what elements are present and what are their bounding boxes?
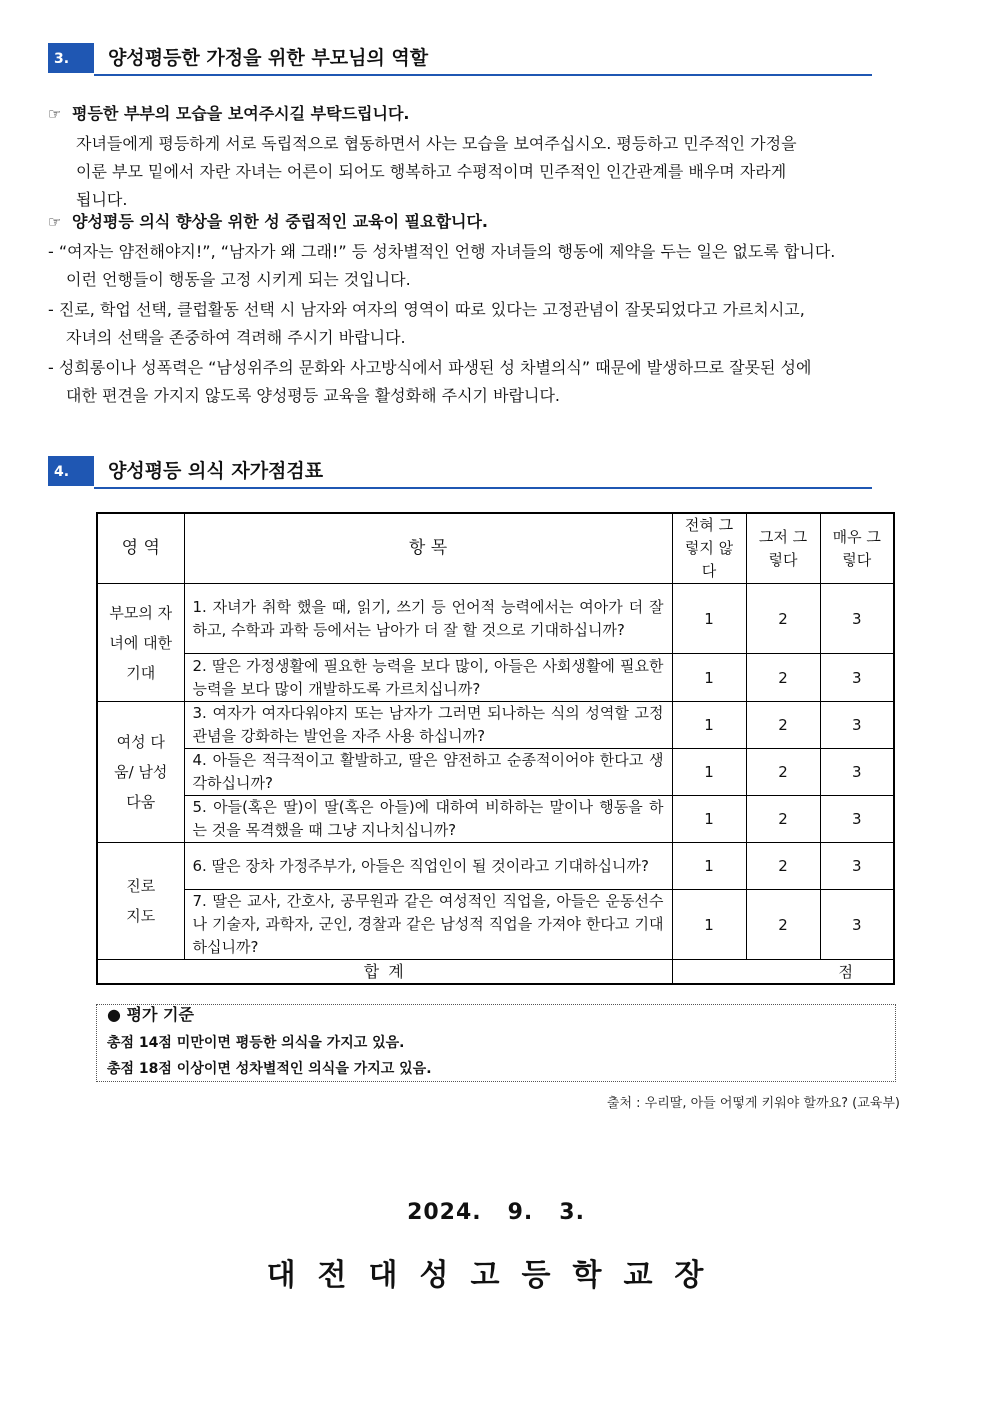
dash-item-line: - “여자는 얌전해야지!”, “남자가 왜 그래!” 등 성차별적인 언행 자녀들의 행동에 제약을 두는 일은 없도록 합니다. — [48, 242, 836, 261]
score-cell: 1 — [672, 843, 746, 890]
area-cell: 여성 다움/ 남성 다움 — [97, 702, 184, 843]
score-cell: 1 — [672, 702, 746, 749]
item-cell: 7. 딸은 교사, 간호사, 공무원과 같은 여성적인 직업을, 아들은 운동선수나 기술자, 과학자, 군인, 경찰과 같은 남성적 직업을 가져야 한다고 기대하십니까? — [184, 890, 672, 960]
point-1-body — [76, 130, 946, 214]
score-cell: 1 — [672, 584, 746, 654]
section-4-number: 4. — [48, 456, 94, 486]
section-4-header — [48, 456, 872, 486]
header-score-1: 전혀 그렇지 않다 — [672, 513, 746, 584]
point-1-line: 자녀들에게 평등하게 서로 독립적으로 협동하면서 사는 모습을 보여주십시오. 평등하고 민주적인 가정을 — [76, 134, 797, 153]
header-score-2: 그저 그렇다 — [746, 513, 820, 584]
item-cell: 3. 여자가 여자다워야지 또는 남자가 그러면 되나하는 식의 성역할 고정관념을 강화하는 발언을 자주 사용 하십니까? — [184, 702, 672, 749]
score-cell: 2 — [746, 843, 820, 890]
score-cell: 3 — [820, 843, 894, 890]
total-label: 합 계 — [97, 960, 672, 985]
score-cell: 2 — [746, 702, 820, 749]
section-3-number: 3. — [48, 43, 94, 73]
criteria-title: ● 평가 기준 — [107, 1005, 194, 1024]
table-header-row — [97, 513, 894, 584]
point-1-line: 됩니다. — [76, 190, 128, 209]
table-row — [97, 654, 894, 702]
dash-item-1 — [48, 238, 968, 294]
document-date: 2024. 9. 3. — [407, 1200, 585, 1225]
area-cell: 진로 지도 — [97, 843, 184, 960]
table-row — [97, 749, 894, 796]
score-cell: 2 — [746, 654, 820, 702]
table-row — [97, 584, 894, 654]
section-3-header — [48, 43, 872, 73]
item-cell: 1. 자녀가 취학 했을 때, 읽기, 쓰기 등 언어적 능력에서는 여아가 더 잘하고, 수학과 과학 등에서는 남아가 더 잘 할 것으로 기대하십니까? — [184, 584, 672, 654]
source-note: 출처 : 우리딸, 아들 어떻게 키워야 할까요? (교육부) — [606, 1096, 900, 1111]
area-cell: 부모의 자녀에 대한 기대 — [97, 584, 184, 702]
school-principal-signature: 대전대성고등학교장 — [266, 1258, 726, 1293]
score-cell: 3 — [820, 654, 894, 702]
score-cell: 2 — [746, 584, 820, 654]
score-cell: 3 — [820, 749, 894, 796]
section-4-title: 양성평등 의식 자가점검표 — [108, 460, 324, 482]
score-cell: 2 — [746, 796, 820, 843]
criteria-line: 총점 18점 이상이면 성차별적인 의식을 가지고 있음. — [107, 1061, 432, 1077]
score-cell: 1 — [672, 654, 746, 702]
dash-item-line: 대한 편견을 가지지 않도록 양성평등 교육을 활성화해 주시기 바랍니다. — [66, 386, 560, 405]
score-cell: 3 — [820, 702, 894, 749]
point-2 — [48, 208, 948, 236]
table-row — [97, 702, 894, 749]
dash-item-3 — [48, 354, 968, 410]
self-check-table — [96, 512, 895, 985]
total-value[interactable] — [672, 960, 894, 985]
item-cell: 2. 딸은 가정생활에 필요한 능력을 보다 많이, 아들은 사회생활에 필요한 능력을 보다 많이 개발하도록 가르치십니까? — [184, 654, 672, 702]
section-3-rule — [94, 74, 872, 76]
criteria-line: 총점 14점 미만이면 평등한 의식을 가지고 있음. — [107, 1035, 405, 1051]
score-cell: 3 — [820, 890, 894, 960]
evaluation-criteria-box — [96, 1004, 896, 1082]
section-3-title: 양성평등한 가정을 위한 부모님의 역할 — [108, 47, 429, 69]
score-cell: 3 — [820, 584, 894, 654]
dash-item-2 — [48, 296, 968, 352]
total-row — [97, 960, 894, 985]
point-1-title: 평등한 부부의 모습을 보여주시길 부탁드립니다. — [72, 104, 410, 123]
table-row — [97, 843, 894, 890]
table-row — [97, 890, 894, 960]
pointing-hand-icon: ☞ — [48, 213, 62, 231]
score-cell: 2 — [746, 749, 820, 796]
item-cell: 5. 아들(혹은 딸)이 딸(혹은 아들)에 대하여 비하하는 말이나 행동을 하는 것을 목격했을 때 그냥 지나치십니까? — [184, 796, 672, 843]
point-1 — [48, 100, 948, 128]
dash-item-line: - 성희롱이나 성폭력은 “남성위주의 문화와 사고방식에서 파생된 성 차별의식” 때문에 발생하므로 잘못된 성에 — [48, 358, 812, 377]
score-cell: 1 — [672, 890, 746, 960]
point-2-title: 양성평등 의식 향상을 위한 성 중립적인 교육이 필요합니다. — [72, 212, 489, 231]
header-area: 영 역 — [97, 513, 184, 584]
item-cell: 4. 아들은 적극적이고 활발하고, 딸은 얌전하고 순종적이어야 한다고 생각하십니까? — [184, 749, 672, 796]
score-cell: 3 — [820, 796, 894, 843]
score-cell: 1 — [672, 749, 746, 796]
table-row — [97, 796, 894, 843]
point-1-line: 이룬 부모 밑에서 자란 자녀는 어른이 되어도 행복하고 수평적이며 민주적인 인간관계를 배우며 자라게 — [76, 162, 787, 181]
pointing-hand-icon: ☞ — [48, 105, 62, 123]
total-unit: 점 — [838, 962, 853, 981]
item-cell: 6. 딸은 장차 가정주부가, 아들은 직업인이 될 것이라고 기대하십니까? — [184, 843, 672, 890]
score-cell: 2 — [746, 890, 820, 960]
dash-item-line: - 진로, 학업 선택, 클럽활동 선택 시 남자와 여자의 영역이 따로 있다는 고정관념이 잘못되었다고 가르치시고, — [48, 300, 805, 319]
dash-item-line: 자녀의 선택을 존중하여 격려해 주시기 바랍니다. — [66, 328, 406, 347]
header-score-3: 매우 그렇다 — [820, 513, 894, 584]
header-item: 항 목 — [184, 513, 672, 584]
section-4-rule — [94, 487, 872, 489]
dash-item-line: 이런 언행들이 행동을 고정 시키게 되는 것입니다. — [66, 270, 411, 289]
score-cell: 1 — [672, 796, 746, 843]
